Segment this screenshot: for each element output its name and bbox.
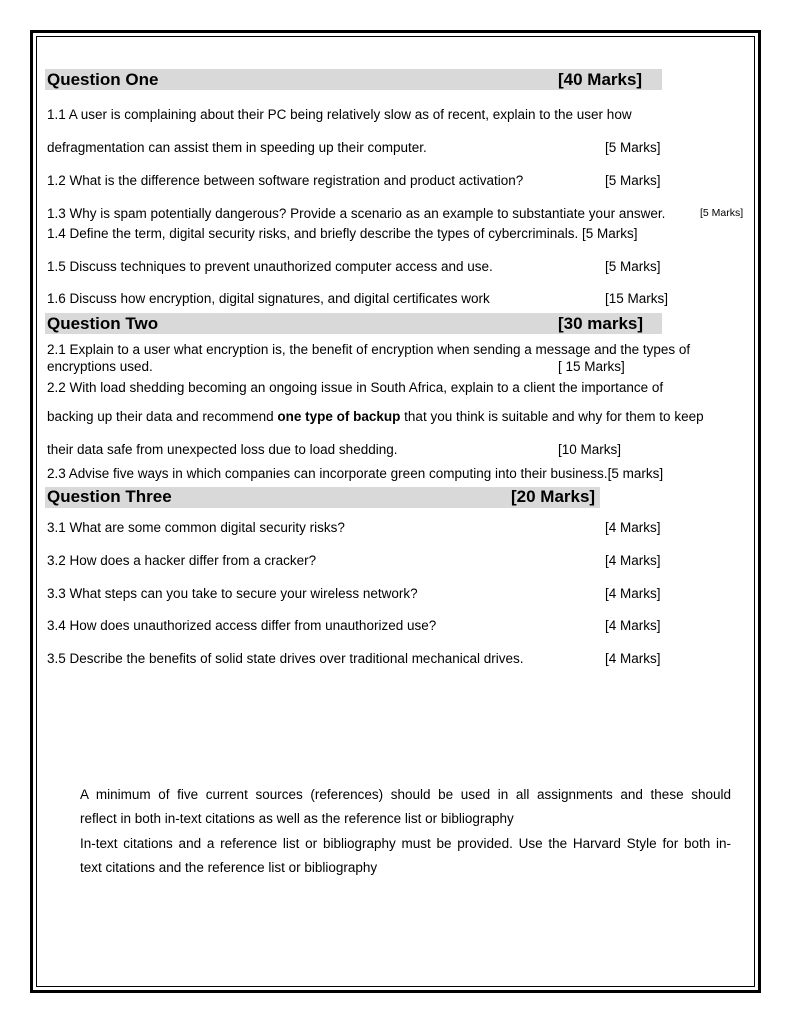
question-3-2: 3.2 How does a hacker differ from a cracker? — [47, 553, 317, 568]
question-3-4-marks: [4 Marks] — [605, 618, 661, 633]
question-3-4: 3.4 How does unauthorized access differ from unauthorized use? — [47, 618, 437, 633]
backup-emphasis: one type of backup — [277, 409, 401, 424]
section-marks: [40 Marks] — [558, 70, 643, 89]
question-2-2-line1: 2.2 With load shedding becoming an ongoing issue in South Africa, explain to a client the importance of — [47, 380, 664, 395]
question-2-2-marks: [10 Marks] — [558, 442, 622, 457]
question-1-5: 1.5 Discuss techniques to prevent unauthorized computer access and use. — [47, 259, 493, 274]
question-1-2: 1.2 What is the difference between software registration and product activation? — [47, 173, 524, 188]
question-1-1-line2: defragmentation can assist them in speeding up their computer. — [47, 140, 427, 155]
question-3-3-marks: [4 Marks] — [605, 586, 661, 601]
question-1-5-marks: [5 Marks] — [605, 259, 661, 274]
question-2-2-line3: their data safe from unexpected loss due to load shedding. — [47, 442, 398, 457]
references-note-line3: In-text citations and a reference list or bibliography must be provided. Use the Harvard Style for both in- — [80, 836, 731, 851]
section-title: Question Three — [47, 487, 172, 506]
section-marks: [30 marks] — [558, 314, 644, 333]
section-title: Question Two — [47, 314, 159, 333]
question-3-5: 3.5 Describe the benefits of solid state drives over traditional mechanical drives. — [47, 651, 524, 666]
question-2-1-marks: [ 15 Marks] — [558, 359, 625, 374]
question-3-3: 3.3 What steps can you take to secure your wireless network? — [47, 586, 418, 601]
question-1-4: 1.4 Define the term, digital security risks, and briefly describe the types of cybercriminals. [5 Marks] — [47, 226, 638, 241]
references-note-line1: A minimum of five current sources (references) should be used in all assignments and these should — [80, 787, 731, 802]
section-marks: [20 Marks] — [511, 487, 596, 506]
references-note-line4: text citations and the reference list or bibliography — [80, 860, 378, 875]
question-1-6-marks: [15 Marks] — [605, 291, 669, 306]
question-1-6: 1.6 Discuss how encryption, digital signatures, and digital certificates work — [47, 291, 490, 306]
question-1-1-marks: [5 Marks] — [605, 140, 661, 155]
question-2-2-line2: backing up their data and recommend one type of backup that you think is suitable and why for them to keep — [47, 409, 704, 424]
question-3-2-marks: [4 Marks] — [605, 553, 661, 568]
question-1-3-marks: [5 Marks] — [700, 207, 744, 219]
question-3-1-marks: [4 Marks] — [605, 520, 661, 535]
question-3-1: 3.1 What are some common digital security risks? — [47, 520, 345, 535]
question-1-4-marks: [5 Marks] — [582, 226, 638, 241]
references-note-line2: reflect in both in-text citations as well as the reference list or bibliography — [80, 811, 514, 826]
question-2-3: 2.3 Advise five ways in which companies can incorporate green computing into their business.[5 marks] — [47, 466, 664, 481]
question-2-1-line1: 2.1 Explain to a user what encryption is, the benefit of encryption when sending a message and the types of — [47, 342, 691, 357]
question-2-3-marks: [5 marks] — [607, 466, 664, 481]
question-1-1-line1: 1.1 A user is complaining about their PC being relatively slow as of recent, explain to the user how — [47, 107, 632, 122]
question-1-3: 1.3 Why is spam potentially dangerous? Provide a scenario as an example to substantiate your answer. — [47, 206, 666, 221]
section-title: Question One — [47, 70, 159, 89]
question-3-5-marks: [4 Marks] — [605, 651, 661, 666]
question-2-1-line2: encryptions used. — [47, 359, 153, 374]
question-1-2-marks: [5 Marks] — [605, 173, 661, 188]
